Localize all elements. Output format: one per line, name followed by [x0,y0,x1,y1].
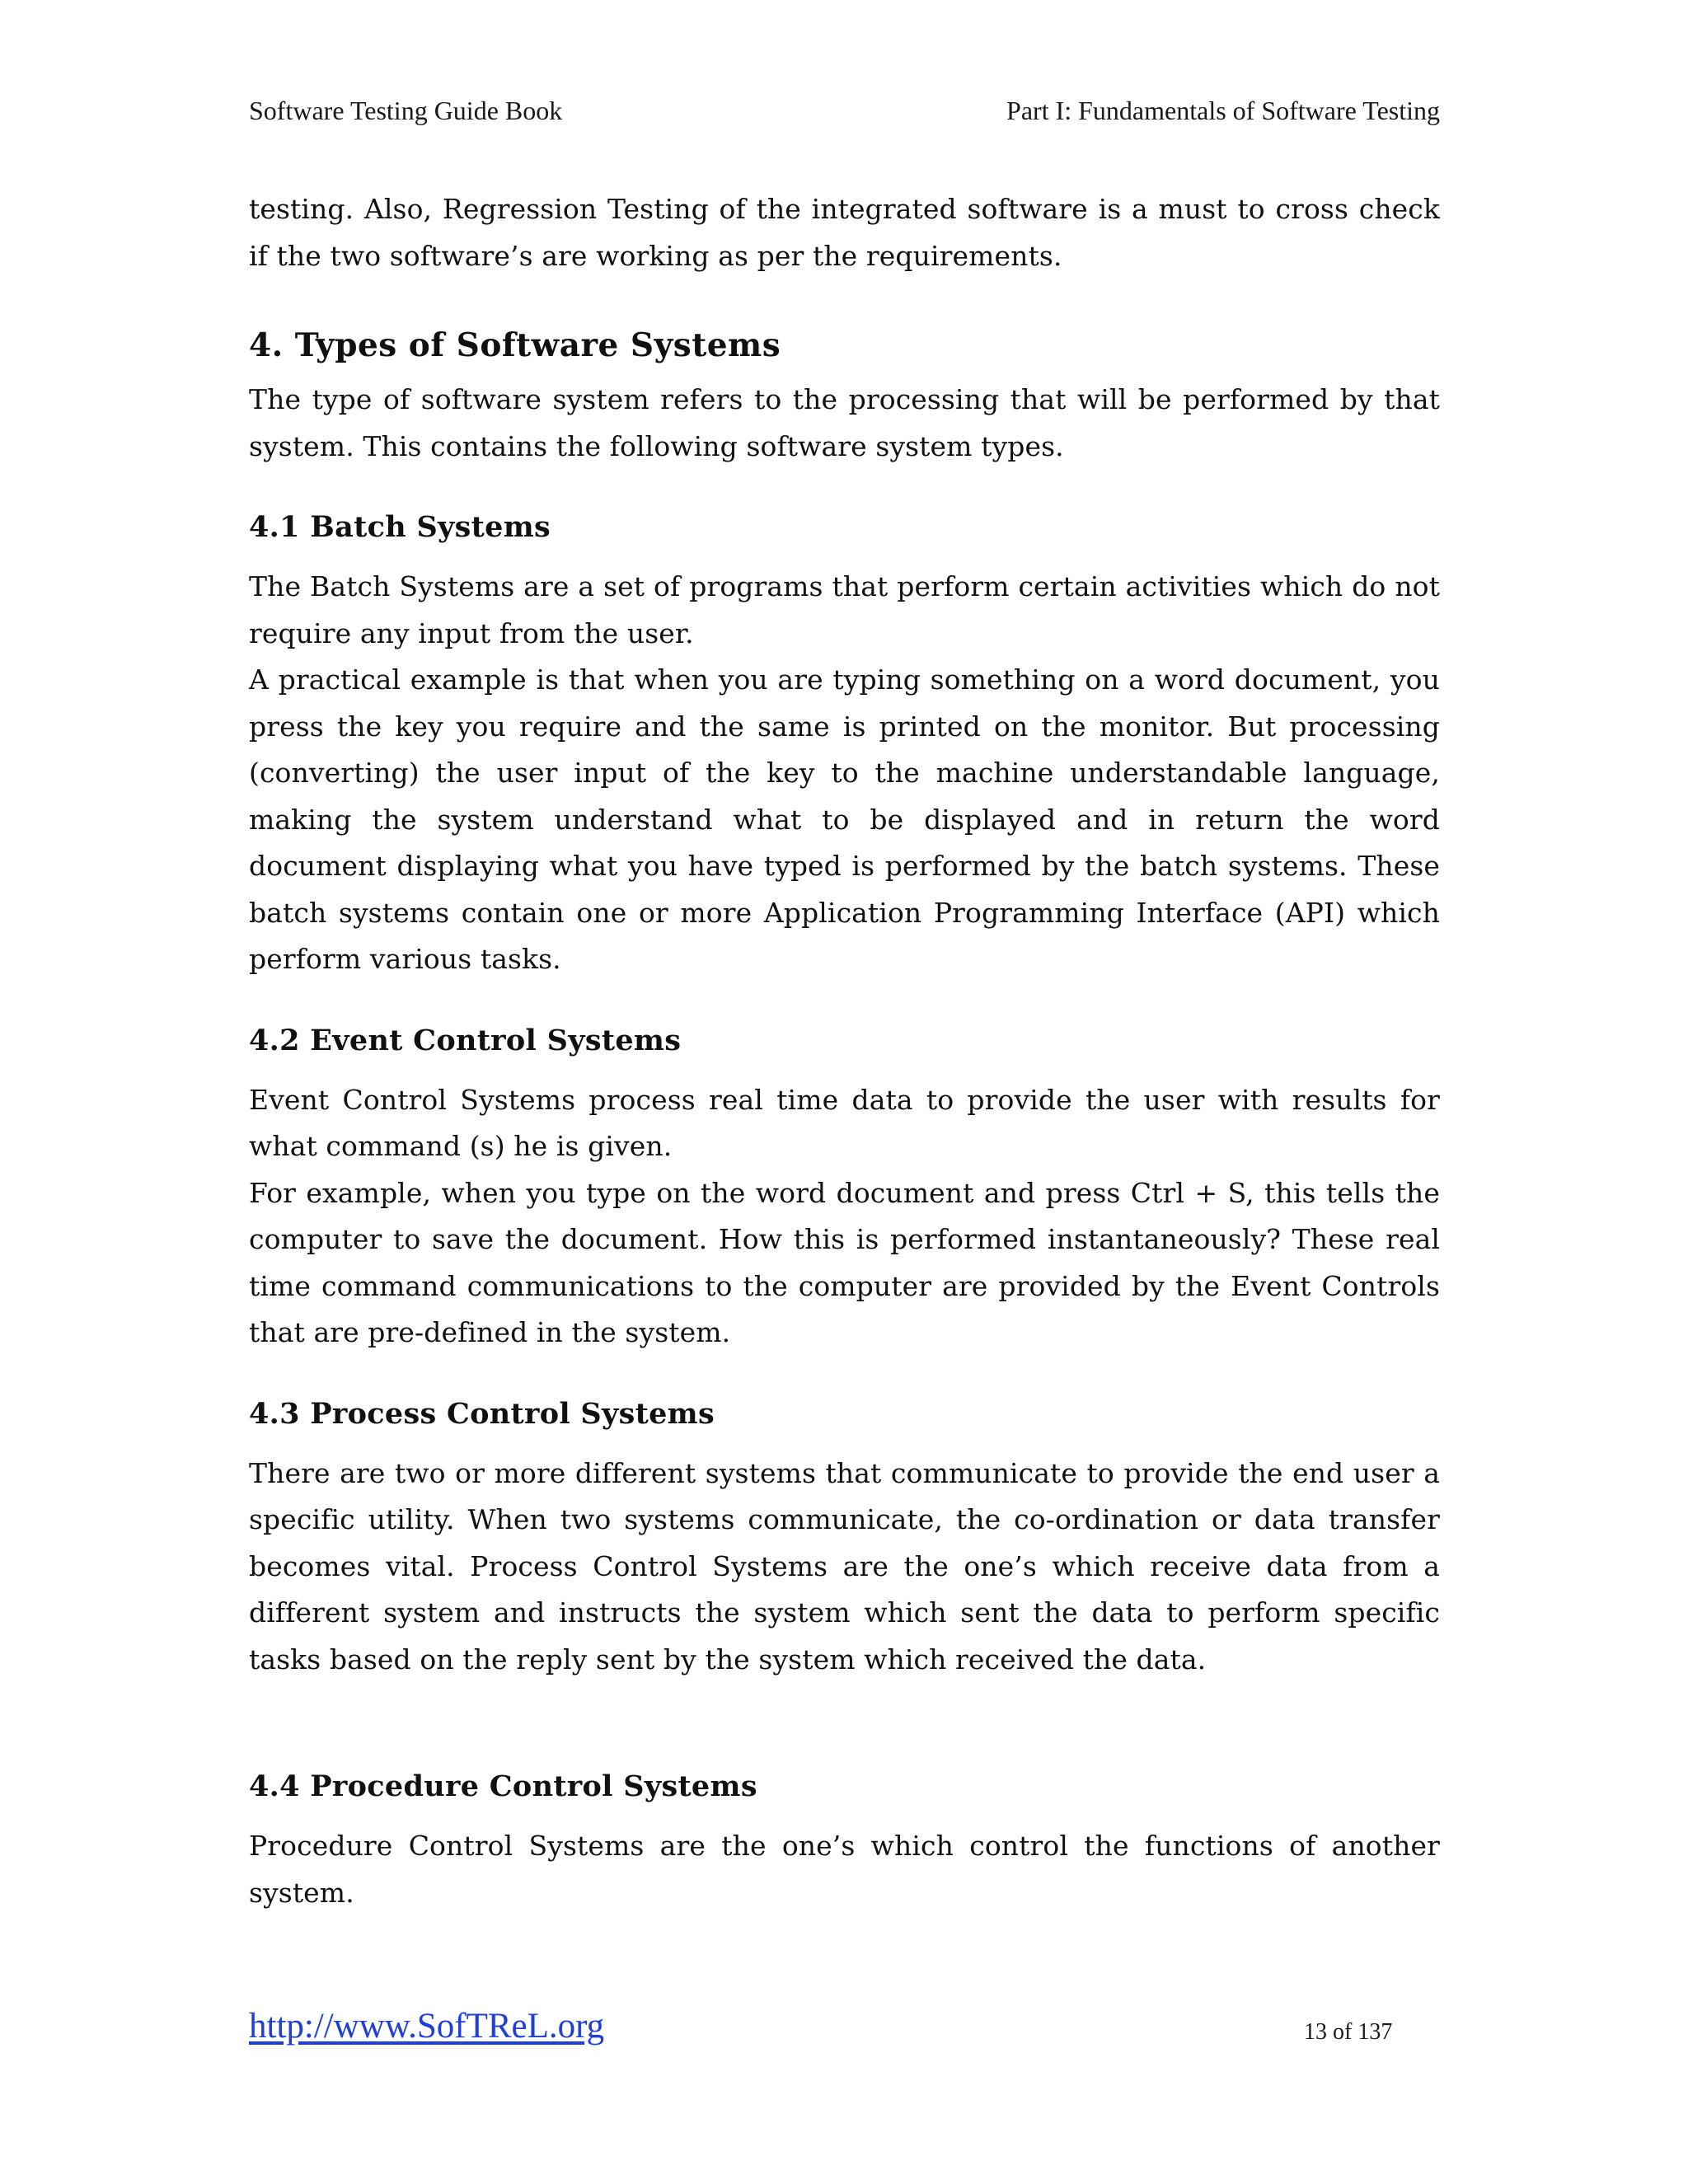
footer-website-link[interactable]: http://www.SofTReL.org [249,2007,605,2046]
page-number: 13 of 137 [1304,2019,1393,2045]
paragraph: Procedure Control Systems are the one’s which control the functions of another system. [249,1830,1440,1909]
header-part-title: Part I: Fundamentals of Software Testing [1006,96,1440,125]
paragraph: For example, when you type on the word document and press Ctrl + S, this tells the computer to save the document. How this is performed instantaneously? These real time command communications to the computer are provided by the Event Controls that are pre-defined in the system. [249,1176,1440,1348]
paragraph: There are two or more different systems that communicate to provide the end user a specific utility. When two systems communicate, the co-ordination or data transfer becomes vital. Process Control Systems are the one’s which receive data from a different system and instructs the system which sent the data to perform specific tasks based on the reply sent by the system which received the data. [249,1456,1440,1675]
subsection-title-procedure-control: 4.4 Procedure Control Systems [249,1769,757,1803]
intro-paragraph: testing. Also, Regression Testing of the integrated software is a must to cross check if the two software’s are working as per the requirements. [249,193,1440,272]
paragraph: The Batch Systems are a set of programs that perform certain activities which do not require any input from the user. [249,570,1440,649]
paragraph: Event Control Systems process real time data to provide the user with results for what command (s) he is given. [249,1083,1440,1162]
subsection-title-process-control: 4.3 Process Control Systems [249,1396,715,1431]
page-header [249,96,1440,129]
section-intro: The type of software system refers to the processing that will be performed by that system. This contains the following software system types. [249,383,1440,462]
subsection-title-event-control: 4.2 Event Control Systems [249,1023,682,1057]
subsection-title-batch: 4.1 Batch Systems [249,510,551,544]
section-title: 4. Types of Software Systems [249,326,781,364]
header-book-title: Software Testing Guide Book [249,96,563,125]
page-content [249,186,1440,1916]
paragraph: A practical example is that when you are typing something on a word document, you press the key you require and the same is printed on the monitor. But processing (converting) the user input of the key to the machine understandable language, making the system understand what to be displayed and in return the word document displaying what you have typed is performed by the batch systems. These batch systems contain one or more Application Programming Interface (API) which perform various tasks. [249,663,1440,975]
